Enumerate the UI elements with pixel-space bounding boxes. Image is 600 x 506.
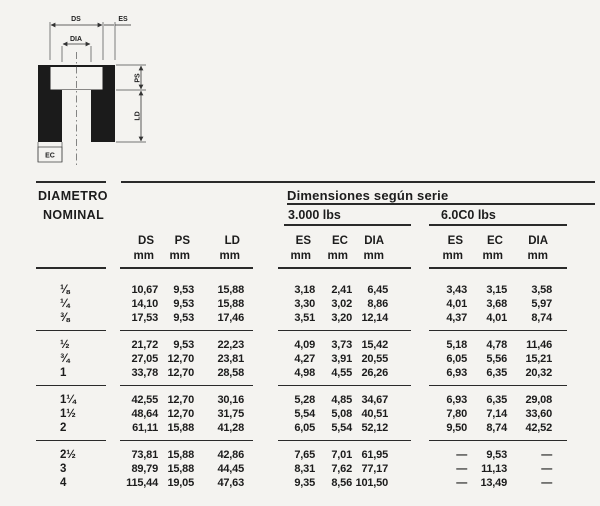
table-cell: 101,50 [355,477,388,489]
table-cell: 7,65 [294,449,315,461]
table-cell: ½ [60,339,70,351]
table-cell: 1¼ [60,394,76,406]
column-header-body [112,234,244,264]
group-separator-rule [36,440,106,441]
table-row [429,283,552,297]
column-header-es-3000 [277,234,315,264]
table-cell: 23,81 [217,353,244,365]
group-separator-rule [36,385,106,386]
table-row [36,352,108,366]
row-header-nominal: NOMINAL [43,208,105,222]
table-row [429,366,552,380]
table-cell: 9,53 [173,298,194,310]
table-row [429,352,552,366]
table-cell: 7,80 [446,408,467,420]
col-label: ES [447,235,463,247]
nominal-diameter-column [36,283,108,490]
table-cell: — [541,449,552,461]
group-separator-rule [429,330,567,331]
table-cell: 8,86 [367,298,388,310]
table-cell: 4 [60,477,67,489]
table-cell: 12,14 [361,312,388,324]
table-cell: 8,56 [331,477,352,489]
table-row [429,311,552,325]
col-label: EC [332,235,348,247]
table-row [277,421,388,435]
group-separator-rule [120,440,253,441]
table-cell: 10,67 [131,284,158,296]
table-cell: 15,88 [167,449,194,461]
rule-under-title [287,203,595,205]
table-row [112,393,244,407]
rule-top-left [36,181,106,183]
table-row [277,462,388,476]
table-cell: 42,52 [525,422,552,434]
col-unit: mm [169,250,190,262]
col-unit: mm [442,250,463,262]
table-cell: 8,74 [531,312,552,324]
table-row [36,297,108,311]
table-cell: 19,05 [167,477,194,489]
col-label: DS [138,235,154,247]
series-label-3000lbs: 3.000 lbs [288,208,341,222]
row-header-diametro: DIAMETRO [38,189,108,203]
table-cell: — [456,463,467,475]
table-cell: 15,88 [217,284,244,296]
table-cell: 15,88 [167,422,194,434]
table-cell: 13,49 [480,477,507,489]
col-unit: mm [327,250,348,262]
table-cell: ⅜ [60,312,70,324]
rule-under-6000lbs [429,224,567,226]
table-cell: 44,45 [217,463,244,475]
group-separator-rule [278,385,411,386]
table-cell: 31,75 [217,408,244,420]
table-row [112,462,244,476]
table-row [112,283,244,297]
table-row [112,407,244,421]
table-cell: 4,27 [294,353,315,365]
rule-header-bottom-6000 [429,267,567,269]
table-cell: 73,81 [131,449,158,461]
table-cell: 12,70 [167,353,194,365]
table-cell: 42,55 [131,394,158,406]
table-cell: 3,20 [331,312,352,324]
table-cell: 4,37 [446,312,467,324]
table-cell: 52,12 [361,422,388,434]
group-separator-rule [278,330,411,331]
table-cell: 8,74 [486,422,507,434]
table-cell: 15,42 [361,339,388,351]
table-row [277,311,388,325]
table-cell: 22,23 [217,339,244,351]
table-cell: 3,91 [331,353,352,365]
table-cell: 4,85 [331,394,352,406]
dim-label-ps: PS [134,73,142,83]
table-cell: ¼ [60,298,70,310]
rule-header-bottom-body [120,267,253,269]
table-cell: 3,02 [331,298,352,310]
table-row [112,352,244,366]
table-row [429,476,552,490]
table-cell: 1 [60,367,67,379]
table-cell: 4,09 [294,339,315,351]
table-row [429,393,552,407]
table-cell: 27,05 [131,353,158,365]
table-cell: 6,35 [486,394,507,406]
table-row [277,338,388,352]
group-separator-rule [278,440,411,441]
table-row [112,311,244,325]
table-cell: 12,70 [167,408,194,420]
table-cell: — [456,449,467,461]
table-cell: 9,53 [173,284,194,296]
table-cell: 7,01 [331,449,352,461]
group-separator-rule [429,385,567,386]
table-row [112,366,244,380]
group-separator-rule [36,330,106,331]
table-cell: 3,15 [486,284,507,296]
table-cell: 20,32 [525,367,552,379]
table-cell: 5,28 [294,394,315,406]
table-cell: 61,95 [361,449,388,461]
table-row [36,421,108,435]
column-header-ds [112,234,158,264]
table-cell: 6,45 [367,284,388,296]
table-cell: 4,55 [331,367,352,379]
table-row [277,297,388,311]
table-row [36,338,108,352]
table-title: Dimensiones según serie [287,188,449,203]
table-cell: 6,05 [446,353,467,365]
table-cell: 1½ [60,408,76,420]
col-unit: mm [219,250,240,262]
table-row [277,352,388,366]
table-cell: 41,28 [217,422,244,434]
table-cell: 3,43 [446,284,467,296]
table-cell: 3,51 [294,312,315,324]
table-cell: 4,98 [294,367,315,379]
table-cell: 11,46 [526,339,552,351]
table-row [277,448,388,462]
table-row [277,407,388,421]
table-cell: 77,17 [361,463,388,475]
table-row [112,421,244,435]
table-cell: — [541,477,552,489]
table-cell: 42,86 [217,449,244,461]
table-cell: 89,79 [131,463,158,475]
table-cell: 15,88 [217,298,244,310]
table-cell: 5,54 [294,408,315,420]
table-row [112,448,244,462]
table-cell: 12,70 [167,394,194,406]
table-cell: 33,78 [131,367,158,379]
series-label-6000lbs: 6.0C0 lbs [441,208,496,222]
column-header-ec-6000 [467,234,507,264]
group-separator-rule [429,440,567,441]
column-header-dia-3000 [352,234,388,264]
table-cell: 5,56 [486,353,507,365]
table-cell: 30,16 [217,394,244,406]
table-cell: 9,35 [294,477,315,489]
table-cell: 17,53 [131,312,158,324]
table-row [277,393,388,407]
table-cell: 4,01 [486,312,507,324]
table-cell: ⅛ [60,284,70,296]
table-row [36,407,108,421]
table-row [429,448,552,462]
table-cell: 15,88 [167,463,194,475]
col-label: PS [174,235,190,247]
table-cell: 5,54 [331,422,352,434]
table-cell: 21,72 [131,339,158,351]
table-row [36,366,108,380]
column-header-ld [194,234,244,264]
column-header-3000 [277,234,388,264]
table-cell: 3 [60,463,67,475]
table-cell: 3,73 [331,339,352,351]
table-cell: 26,26 [361,367,388,379]
rule-header-bottom-3000 [278,267,411,269]
table-cell: 34,67 [361,394,388,406]
column-header-dia-6000 [507,234,552,264]
rule-under-3000lbs [284,224,411,226]
table-cell: 48,64 [131,408,158,420]
table-cell: 6,35 [486,367,507,379]
table-cell: 3,58 [531,284,552,296]
table-cell: 6,93 [446,367,467,379]
body-dimensions-columns [112,283,244,490]
dim-label-dia: DIA [69,36,83,43]
group-separator-rule [120,330,253,331]
table-cell: 11,13 [481,463,507,475]
table-cell: 40,51 [361,408,388,420]
col-unit: mm [290,250,311,262]
series-6000lbs-columns [429,283,552,490]
col-label: LD [224,235,240,247]
col-label: DIA [364,235,384,247]
col-label: ES [295,235,311,247]
table-cell: 5,18 [446,339,467,351]
table-cell: 2 [60,422,67,434]
table-cell: 33,60 [525,408,552,420]
table-cell: 9,53 [173,312,194,324]
rule-header-bottom-frac [36,267,106,269]
table-cell: 12,70 [167,367,194,379]
table-cell: 8,31 [294,463,315,475]
table-cell: 2½ [60,449,76,461]
table-row [112,338,244,352]
table-row [429,462,552,476]
table-cell: 14,10 [131,298,158,310]
table-row [36,462,108,476]
table-cell: 5,08 [331,408,352,420]
dim-label-ds: DS [71,16,81,23]
table-cell: 3,68 [486,298,507,310]
series-3000lbs-columns [277,283,388,490]
rule-top-right [121,181,595,183]
column-header-es-6000 [429,234,467,264]
table-cell: 28,58 [217,367,244,379]
table-row [277,283,388,297]
table-row [277,476,388,490]
table-cell: 3,30 [294,298,315,310]
table-row [429,297,552,311]
table-cell: 29,08 [525,394,552,406]
group-separator-rule [120,385,253,386]
table-cell: 115,44 [126,477,158,489]
table-row [36,393,108,407]
table-row [429,407,552,421]
table-row [36,311,108,325]
table-cell: 7,14 [486,408,507,420]
table-cell: 17,46 [217,312,244,324]
dim-label-ec: EC [45,152,55,160]
col-unit: mm [363,250,384,262]
table-cell: 47,63 [217,477,244,489]
table-cell: — [541,463,552,475]
table-cell: 20,55 [361,353,388,365]
table-cell: 9,53 [486,449,507,461]
col-unit: mm [482,250,503,262]
table-row [36,476,108,490]
table-cell: 61,11 [132,422,158,434]
col-unit: mm [527,250,548,262]
column-header-ps [158,234,194,264]
table-row [277,366,388,380]
dim-label-es: ES [118,16,128,23]
table-row [112,297,244,311]
table-cell: 3,18 [294,284,315,296]
column-header-6000 [429,234,552,264]
table-row [429,338,552,352]
table-cell: 9,53 [173,339,194,351]
column-header-ec-3000 [315,234,352,264]
table-cell: — [456,477,467,489]
table-cell: 5,97 [531,298,552,310]
table-cell: 9,50 [446,422,467,434]
table-row [429,421,552,435]
fitting-cross-section-diagram [0,0,160,175]
table-row [36,448,108,462]
table-row [112,476,244,490]
col-label: DIA [528,235,548,247]
table-row [36,283,108,297]
table-cell: 4,78 [486,339,507,351]
table-cell: 2,41 [331,284,352,296]
table-cell: 7,62 [331,463,352,475]
col-label: EC [487,235,503,247]
table-cell: 6,93 [446,394,467,406]
col-unit: mm [133,250,154,262]
table-cell: 15,21 [525,353,552,365]
table-cell: 6,05 [294,422,315,434]
table-cell: ¾ [60,353,70,365]
dim-label-ld: LD [134,111,142,121]
table-cell: 4,01 [446,298,467,310]
